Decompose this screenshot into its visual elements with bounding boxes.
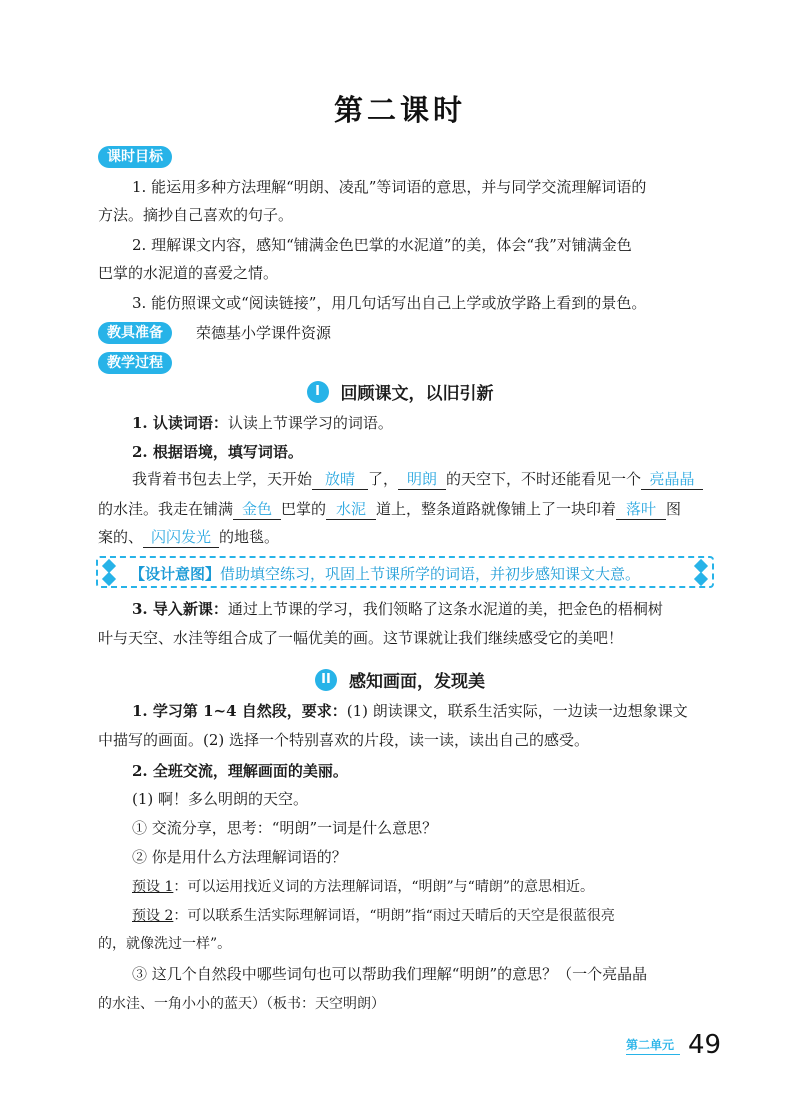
section-1-item-1	[132, 412, 718, 434]
page-title: 第二课时	[333, 93, 466, 127]
objective-2-line-b: 巴掌的水泥道的喜爱之情。	[98, 264, 279, 282]
fill-blank: 放晴	[312, 469, 368, 490]
text-run: 了，	[368, 470, 399, 488]
section-2-item-1-line-a	[132, 700, 718, 722]
section-2-item-1-line-b: 中描写的画面。(2) 选择一个特别喜欢的片段，读一读，读出自己的感受。	[98, 731, 590, 749]
text-run: 的天空下，不时还能看见一个	[446, 470, 642, 488]
item-label: 1. 学习第 1~4 自然段，要求：	[132, 702, 347, 720]
fill-blank: 亮晶晶	[641, 469, 703, 490]
text-run: 巴掌的	[281, 500, 327, 518]
text-run: 我背着书包去上学，天开始	[132, 470, 313, 488]
process-badge: 教学过程	[98, 352, 172, 374]
section-2-heading	[0, 670, 800, 694]
preset-1	[132, 876, 718, 898]
sub-question-1: (1) 啊！多么明朗的天空。	[132, 790, 309, 808]
section-2-number: II	[315, 669, 337, 691]
objective-1-line-a: 1. 能运用多种方法理解“明朗、凌乱”等词语的意思，并与同学交流理解词语的	[132, 178, 647, 196]
footer-unit-label: 第二单元	[626, 1038, 675, 1052]
objectives-badge: 课时目标	[98, 146, 172, 168]
fill-paragraph-line-1	[132, 468, 718, 490]
preset-text: ：可以运用找近义词的方法理解词语，“明朗”与“晴朗”的意思相近。	[173, 879, 594, 895]
text-run: 图	[666, 500, 682, 518]
objective-2-line-a: 2. 理解课文内容，感知“铺满金色巴掌的水泥道”的美，体会“我”对铺满金色	[132, 236, 632, 254]
item-text: 通过上节课的学习，我们领略了这条水泥道的美，把金色的梧桐树	[227, 600, 663, 618]
preset-label: 预设 2	[132, 908, 174, 924]
item-label: 1. 认读词语：	[132, 414, 228, 432]
section-1-heading	[0, 382, 800, 406]
item-text: (1) 朗读课文，联系生活实际，一边读一边想象课文	[346, 702, 688, 720]
objective-3: 3. 能仿照课文或“阅读链接”，用几句话写出自己上学或放学路上看到的景色。	[132, 294, 647, 312]
text-run: 道上，整条道路就像铺上了一块印着	[376, 500, 617, 518]
fill-paragraph-line-3	[98, 526, 718, 548]
fill-blank: 水泥	[326, 499, 376, 520]
question-3-line-b: 的水洼、一角小小的蓝天）（板书：天空明朗）	[98, 996, 385, 1012]
fill-paragraph-line-2	[98, 498, 718, 520]
question-2: ② 你是用什么方法理解词语的？	[132, 848, 347, 866]
preset-2-line-a	[132, 905, 718, 927]
footer-divider	[626, 1054, 680, 1055]
fill-blank: 落叶	[616, 499, 666, 520]
question-1: ① 交流分享，思考：“明朗”一词是什么意思？	[132, 819, 438, 837]
objective-1-line-b: 方法。摘抄自己喜欢的句子。	[98, 206, 294, 224]
preset-text: ：可以联系生活实际理解词语，“明朗”指“雨过天晴后的天空是很蓝很亮	[173, 908, 615, 924]
section-1-item-3-line-a	[132, 598, 718, 620]
section-1-number: I	[307, 381, 329, 403]
page-number: 49	[688, 1030, 722, 1060]
text-run: 的水洼。我走在铺满	[98, 500, 234, 518]
design-intent-box	[96, 556, 714, 588]
item-label: 3. 导入新课：	[132, 600, 228, 618]
materials-badge: 教具准备	[98, 322, 172, 344]
item-text: 认读上节课学习的词语。	[227, 414, 393, 432]
fill-blank: 金色	[233, 499, 281, 520]
materials-text: 荣德基小学课件资源	[196, 324, 332, 342]
text-run: 案的、	[98, 528, 144, 546]
preset-label: 预设 1	[132, 879, 174, 895]
fill-blank: 明朗	[398, 469, 446, 490]
section-2-item-2: 2. 全班交流，理解画面的美丽。	[132, 762, 348, 780]
design-intent-text: 借助填空练习，巩固上节课所学的词语，并初步感知课文大意。	[220, 565, 641, 583]
section-1-item-2: 2. 根据语境，填写词语。	[132, 443, 303, 461]
preset-2-line-b: 的，就像洗过一样”。	[98, 936, 232, 952]
fill-blank: 闪闪发光	[143, 527, 219, 548]
question-3-line-a: ③ 这几个自然段中哪些词句也可以帮助我们理解“明朗”的意思？（一个亮晶晶	[132, 965, 648, 983]
section-1-item-3-line-b: 叶与天空、水洼等组合成了一幅优美的画。这节课就让我们继续感受它的美吧！	[98, 629, 624, 647]
text-run: 的地毯。	[219, 528, 280, 546]
section-2-title: 感知画面，发现美	[349, 672, 485, 692]
design-intent-label: 【设计意图】	[130, 565, 221, 583]
section-1-title: 回顾课文，以旧引新	[340, 384, 494, 404]
